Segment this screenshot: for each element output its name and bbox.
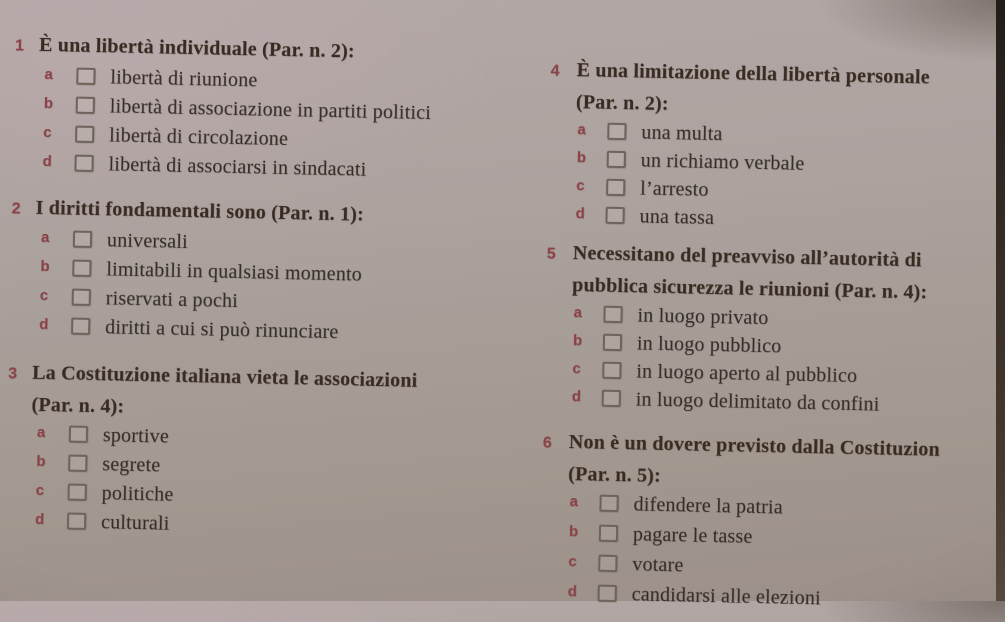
answer-checkbox-icon[interactable] xyxy=(74,155,93,172)
answer-checkbox-icon[interactable] xyxy=(602,390,621,407)
question-3 xyxy=(1,357,525,546)
option-label: culturali xyxy=(100,511,170,535)
question-title: È una libertà individuale (Par. n. 2): xyxy=(38,33,356,63)
option-label: difendere la patria xyxy=(633,493,784,519)
option-letter: b xyxy=(36,452,46,471)
answer-checkbox-icon[interactable] xyxy=(72,289,91,306)
question-title: I diritti fondamentali sono (Par. n. 1): xyxy=(35,196,365,226)
left-column xyxy=(7,29,531,535)
option-letter: b xyxy=(576,149,587,167)
option-label: l’arresto xyxy=(639,177,709,201)
question-title-line2: (Par. n. 2): xyxy=(575,91,669,116)
option-label: diritti a cui si può rinunciare xyxy=(104,316,339,344)
option-label: in luogo delimitato da confini xyxy=(635,388,880,416)
question-title-line2: (Par. n. 5): xyxy=(567,463,662,487)
question-2 xyxy=(5,192,528,351)
question-number: 3 xyxy=(7,365,18,383)
option-label: votare xyxy=(632,553,684,577)
answer-checkbox-icon[interactable] xyxy=(68,455,87,472)
option-letter: d xyxy=(39,315,49,334)
question-title: Necessitano del preavviso all’autorità di xyxy=(572,242,922,272)
answer-checkbox-icon[interactable] xyxy=(69,426,88,443)
option-label: libertà di riunione xyxy=(110,66,258,92)
option-letter: d xyxy=(575,205,586,223)
answer-checkbox-icon[interactable] xyxy=(603,306,622,323)
option-letter: a xyxy=(40,228,50,247)
option-letter: b xyxy=(43,94,54,113)
option-letter: a xyxy=(577,121,586,139)
options-list xyxy=(540,299,994,420)
option-letter: b xyxy=(568,523,579,541)
option-label: libertà di associarsi in sindacati xyxy=(108,153,367,181)
answer-checkbox-icon[interactable] xyxy=(73,231,92,248)
question-title: È una limitazione della libertà personale xyxy=(576,59,931,89)
question-title-line2: (Par. n. 4): xyxy=(31,393,125,418)
option-letter: b xyxy=(572,332,583,350)
option-letter: a xyxy=(44,65,53,84)
answer-checkbox-icon[interactable] xyxy=(607,123,626,140)
question-title: Non è un dovere previsto dalla Costituzion xyxy=(568,431,941,461)
answer-checkbox-icon[interactable] xyxy=(598,585,617,602)
question-number: 5 xyxy=(546,245,556,263)
option-letter: a xyxy=(573,304,583,322)
option-label: libertà di circolazione xyxy=(108,124,289,151)
question-6 xyxy=(535,426,991,617)
answer-checkbox-icon[interactable] xyxy=(75,126,94,143)
answer-checkbox-icon[interactable] xyxy=(603,334,622,351)
option-letter: c xyxy=(35,481,45,500)
option-letter: d xyxy=(571,388,582,406)
options-list xyxy=(1,419,523,546)
options-list xyxy=(535,488,989,617)
option-letter: a xyxy=(36,423,46,442)
option-label: pagare le tasse xyxy=(632,523,753,548)
options-list xyxy=(8,61,530,188)
question-number: 2 xyxy=(11,200,21,218)
answer-checkbox-icon[interactable] xyxy=(599,525,618,542)
option-letter: c xyxy=(572,360,581,378)
answer-checkbox-icon[interactable] xyxy=(599,495,618,512)
question-5 xyxy=(540,237,996,420)
option-letter: a xyxy=(569,493,579,511)
answer-checkbox-icon[interactable] xyxy=(67,513,86,530)
option-label: un richiamo verbale xyxy=(640,149,805,175)
question-number: 6 xyxy=(542,434,552,452)
answer-checkbox-icon[interactable] xyxy=(606,179,625,196)
question-title-line2: pubblica sicurezza le riunioni (Par. n. 4): xyxy=(571,274,928,304)
answer-checkbox-icon[interactable] xyxy=(72,260,91,277)
option-label: in luogo privato xyxy=(637,304,769,330)
option-label: in luogo pubblico xyxy=(636,332,782,358)
option-label: universali xyxy=(106,229,189,253)
options-list xyxy=(543,116,997,237)
answer-checkbox-icon[interactable] xyxy=(76,68,95,85)
answer-checkbox-icon[interactable] xyxy=(76,97,95,114)
option-label: in luogo aperto al pubblico xyxy=(636,360,858,388)
question-number: 4 xyxy=(550,62,560,80)
question-1 xyxy=(8,29,531,188)
answer-checkbox-icon[interactable] xyxy=(605,207,624,224)
option-label: sportive xyxy=(102,424,170,448)
question-title: La Costituzione italiana vieta le associazioni xyxy=(31,361,418,392)
option-label: politiche xyxy=(101,482,174,506)
option-label: riservati a pochi xyxy=(105,287,239,313)
option-letter: d xyxy=(567,583,578,601)
right-column xyxy=(542,54,999,610)
answer-checkbox-icon[interactable] xyxy=(607,151,626,168)
option-label: libertà di associazione in partiti politici xyxy=(109,95,432,125)
option-label: una tassa xyxy=(639,205,715,230)
answer-checkbox-icon[interactable] xyxy=(68,484,87,501)
question-number: 1 xyxy=(14,37,25,55)
option-letter: c xyxy=(576,177,585,195)
options-list xyxy=(5,224,527,351)
photo-page-edge xyxy=(996,0,1005,601)
option-letter: c xyxy=(43,123,52,142)
option-letter: b xyxy=(40,257,50,276)
option-letter: d xyxy=(34,510,45,529)
answer-checkbox-icon[interactable] xyxy=(598,555,617,572)
option-label: una multa xyxy=(641,121,723,146)
option-label: limitabili in qualsiasi momento xyxy=(106,258,363,286)
option-letter: c xyxy=(568,553,577,571)
option-label: candidarsi alle elezioni xyxy=(631,583,822,610)
option-letter: c xyxy=(39,286,49,305)
answer-checkbox-icon[interactable] xyxy=(602,362,621,379)
option-label: segrete xyxy=(102,453,161,477)
answer-checkbox-icon[interactable] xyxy=(71,318,90,335)
option-letter: d xyxy=(42,152,52,171)
question-4 xyxy=(543,54,999,237)
